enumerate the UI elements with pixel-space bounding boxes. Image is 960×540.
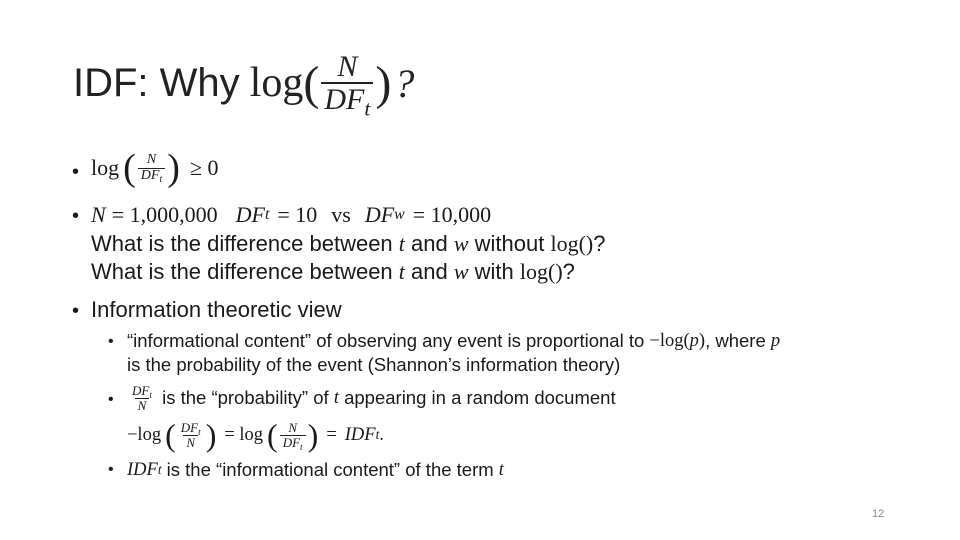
b2-df-t-value: = 10 <box>277 202 318 227</box>
b3-sub2-equation: −log ( $\frac{DF_t}{N}$ ) = log ( $\frac{N}{DF_t}$ ) = IDF t . <box>127 416 384 453</box>
b2-line2-question: ? <box>593 231 606 256</box>
sub2-eq-frac2-den-base: DF <box>282 434 301 450</box>
sub2-eq-frac1-num-sub: t <box>198 427 201 438</box>
sub2-eq-frac1-num-base: DF <box>180 419 199 435</box>
b3-sub3: IDF t is the “informational content” of the term t <box>127 459 504 480</box>
bullet-marker: • <box>72 300 80 322</box>
title-close-paren: ) <box>375 56 392 110</box>
sub2-eq-close2: ) <box>307 416 319 453</box>
b2-line2-suffix: without <box>468 231 551 256</box>
b2-line3-suffix: with <box>468 259 520 284</box>
b2-line2-var-t: t <box>398 231 405 256</box>
sub2-eq-open2: ( <box>267 416 278 453</box>
b1-frac-den-sub: t <box>159 173 163 185</box>
b3-sub1-line1 <box>127 328 780 354</box>
b2-line2-var-w: w <box>453 231 469 256</box>
sub1-close: ) <box>698 330 706 351</box>
sub-bullet-marker: • <box>108 461 114 478</box>
title-fraction <box>321 49 373 121</box>
sub3-idf-base: IDF <box>127 459 158 480</box>
b2-line3-prefix: What is the difference between <box>91 259 399 284</box>
b2-line2-log: log() <box>550 231 594 256</box>
title-frac-den-base: DF <box>324 83 365 116</box>
sub-bullet-marker: • <box>108 391 114 408</box>
sub2-eq-idf-base: IDF <box>344 424 376 445</box>
sub2-eq-period: . <box>379 424 384 445</box>
sub3-text: is the “informational content” of the term <box>161 459 499 480</box>
title-open-paren: ( <box>303 56 320 110</box>
sub2-eq-frac1 <box>178 421 204 449</box>
sub2-eq-frac2-num: N <box>288 419 298 435</box>
b2-line2-and: and <box>404 231 454 256</box>
title-frac-den-sub: t <box>364 96 371 121</box>
b1-frac-den-base: DF <box>140 167 160 183</box>
sub1-line2: is the probability of the event (Shannon’s information theory) <box>127 354 621 375</box>
title-frac-numerator: N <box>337 49 358 83</box>
sub1-formula: −log( <box>649 330 690 351</box>
sub2-eq-equals1: = log <box>224 424 264 445</box>
b1-frac-numerator: N <box>146 151 157 167</box>
b1-close-paren: ) <box>167 147 180 189</box>
title-suffix: ? <box>394 60 415 106</box>
sub2-eq-frac1-num <box>178 419 204 438</box>
b2-df-w-base: DF <box>364 202 395 227</box>
sub1-prefix: “informational content” of observing any event is proportional to <box>127 330 650 351</box>
b2-line1: N = 1,000,000 DF t = 10 vs DF w = 10,000 <box>91 202 492 227</box>
bullet-marker: • <box>72 205 80 227</box>
b2-n-var: N <box>91 202 106 227</box>
sub2-eq-equals2: = <box>326 424 337 445</box>
sub2-eq-neg-log: −log <box>127 424 162 445</box>
sub1-var-p: p <box>689 330 699 351</box>
b2-vs: vs <box>331 202 351 227</box>
sub2-frac-numerator <box>129 382 155 401</box>
page-number: 12 <box>872 508 885 520</box>
title-log: log <box>249 60 304 106</box>
sub2-fraction <box>129 384 155 412</box>
b1-relation: ≥ 0 <box>189 155 219 180</box>
b2-line2-prefix: What is the difference between <box>91 231 399 256</box>
b1-open-paren: ( <box>123 147 136 189</box>
b2-line2 <box>91 230 605 258</box>
sub2-eq-frac2 <box>280 419 306 453</box>
sub2-frac-denominator: N <box>135 398 150 413</box>
title-prefix: IDF: Why <box>73 60 240 105</box>
bullet-marker: • <box>72 161 80 183</box>
b3-sub1-line2 <box>127 352 620 378</box>
sub-bullet-marker: • <box>108 333 114 350</box>
sub2-eq-close1: ) <box>205 416 217 453</box>
b3-label: Information theoretic view <box>91 297 342 322</box>
b2-line3-question: ? <box>562 259 575 284</box>
b2-line3-var-w: w <box>453 259 469 284</box>
b2-n-value: = 1,000,000 <box>111 202 218 227</box>
sub1-var-p2: p <box>770 330 781 351</box>
b2-line3-log: log() <box>519 259 563 284</box>
sub2-var-t: t <box>333 387 339 408</box>
sub2-eq-open1: ( <box>165 416 176 453</box>
b2-line3-and: and <box>404 259 454 284</box>
b3-sub2-line1 <box>127 378 616 418</box>
sub2-text-a: is the “probability” of <box>156 387 334 408</box>
sub2-frac-num-sub: t <box>149 390 152 401</box>
bullet-log-nonnegative <box>91 146 219 190</box>
sub2-text-b: appearing in a random document <box>338 387 616 408</box>
b1-log: log <box>91 155 120 180</box>
slide-title <box>73 38 414 128</box>
b2-df-t-base: DF <box>235 202 265 227</box>
sub2-eq-frac2-den <box>280 434 306 453</box>
sub2-eq-frac2-den-sub: t <box>300 442 303 453</box>
sub3-var-t: t <box>498 459 504 480</box>
sub2-eq-frac1-den: N <box>183 435 198 450</box>
b2-line3 <box>91 258 575 286</box>
b2-line3-var-t: t <box>398 259 405 284</box>
b3-heading <box>91 295 342 325</box>
b1-fraction <box>138 153 165 183</box>
sub2-frac-num-base: DF <box>132 382 150 398</box>
sub1-middle: , where <box>705 330 771 351</box>
b2-df-w-value: = 10,000 <box>412 202 492 227</box>
b1-frac-denominator <box>138 168 165 184</box>
title-frac-denominator <box>321 82 373 121</box>
